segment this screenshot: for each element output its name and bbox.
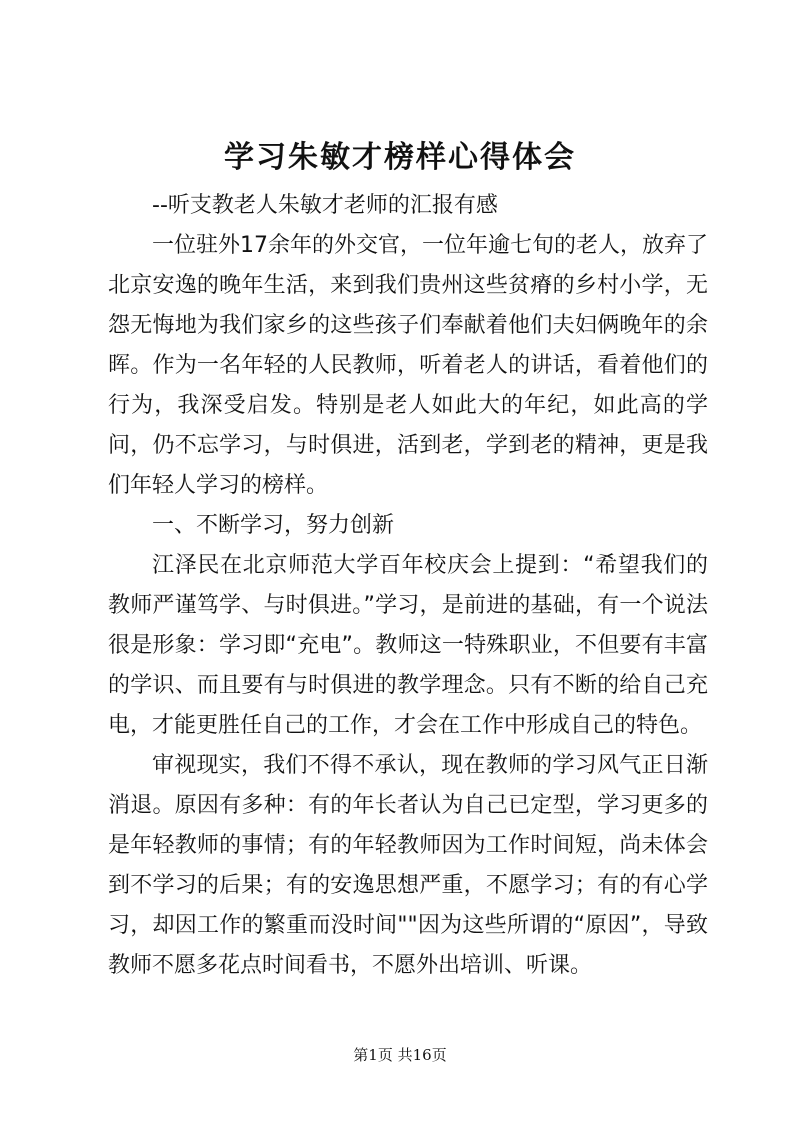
body-paragraph: 江泽民在北京师范大学百年校庆会上提到：“希望我们的教师严谨笃学、与时俱进。”学习，是前进的基础，有一个说法很是形象：学习即“充电”。教师这一特殊职业，不但要有丰富的学识、而且要有与时俱进的教学理念。只有不断的给自己充电，才能更胜任自己的工作，才会在工作中形成自己的特色。 [108,553,708,738]
subtitle-paragraph: --听支教老人朱敏才老师的汇报有感 [152,193,498,218]
page-number-footer: 第1页 共16页 [353,1046,447,1064]
body-paragraph: 一位驻外17余年的外交官，一位年逾七旬的老人，放弃了北京安逸的晚年生活，来到我们贵州这些贫瘠的乡村小学，无怨无悔地为我们家乡的这些孩子们奉献着他们夫妇俩晚年的余晖。作为一名年轻的人民教师，听着老人的讲话，看着他们的行为，我深受启发。特别是老人如此大的年纪，如此高的学问，仍不忘学习，与时俱进，活到老，学到老的精神，更是我们年轻人学习的榜样。 [108,233,708,498]
document-body [108,186,708,986]
document-title: 学习朱敏才榜样心得体会 [224,140,576,175]
body-paragraph: 审视现实，我们不得不承认，现在教师的学习风气正日渐消退。原因有多种：有的年长者认为自己已定型，学习更多的是年轻教师的事情；有的年轻教师因为工作时间短，尚未体会到不学习的后果；有的安逸思想严重，不愿学习；有的有心学习，却因工作的繁重而没时间""因为这些所谓的“原因”，导致教师不愿多花点时间看书，不愿外出培训、听课。 [108,753,708,978]
section-heading: 一、不断学习，努力创新 [152,513,395,538]
